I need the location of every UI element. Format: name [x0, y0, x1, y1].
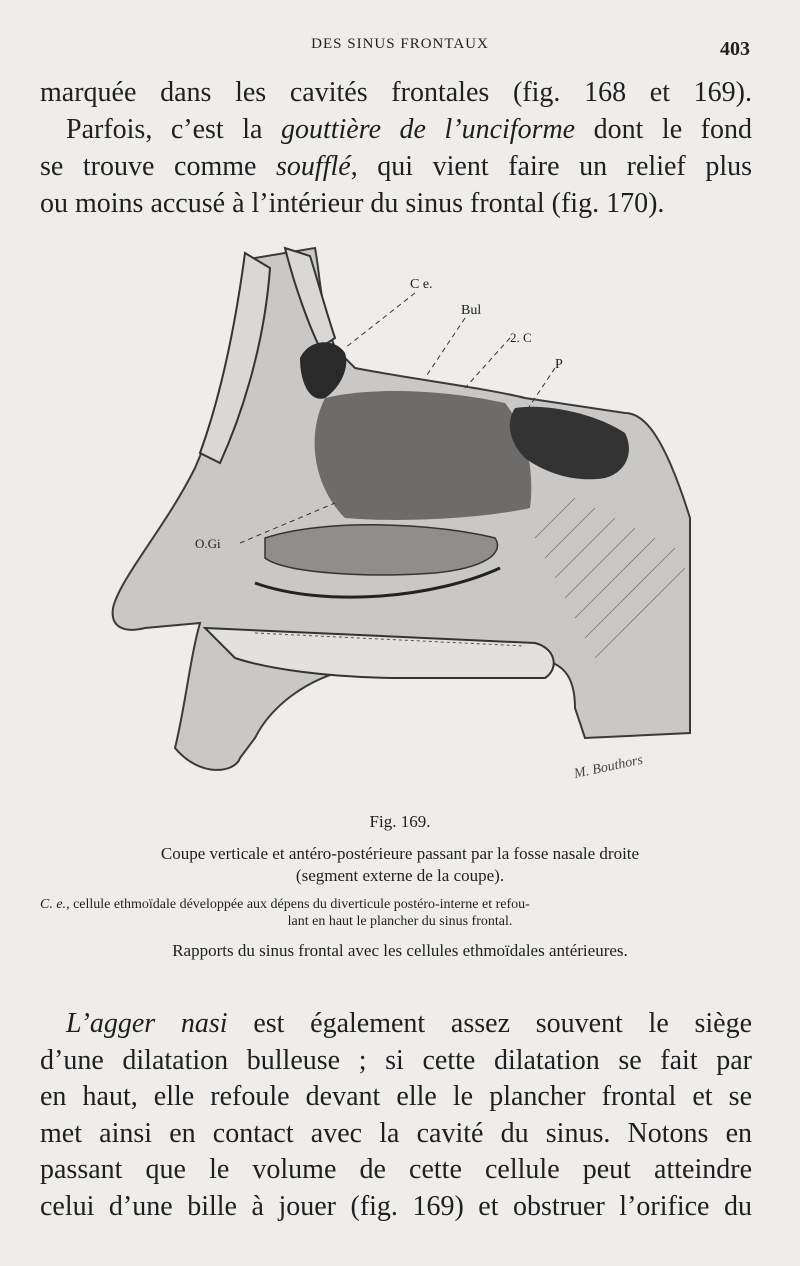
- legend-line: lant en haut le plancher du sinus frontal.: [287, 914, 513, 929]
- text-line: en haut, elle refoule devant elle le plancher frontal et se: [40, 1081, 752, 1112]
- text-line: L’agger nasi est également assez souvent le siège: [66, 1008, 753, 1039]
- artist-signature: M. Bouthors: [572, 752, 645, 782]
- text-line: ou moins accusé à l’intérieur du sinus frontal (fig. 170).: [40, 188, 665, 219]
- anatomical-illustration: [105, 238, 695, 798]
- running-title: DES SINUS FRONTAUX: [311, 36, 489, 52]
- text-line: marquée dans les cavités frontales (fig. 168 et 169).: [40, 77, 752, 108]
- label-2c: 2. C: [510, 330, 532, 345]
- middle-turbinate: [265, 525, 498, 575]
- figure-number: Fig. 169.: [369, 812, 431, 831]
- text-line: celui d’une bille à jouer (fig. 169) et obstruer l’orifice du: [40, 1190, 752, 1222]
- text-line: Parfois, c’est la gouttière de l’unciforme dont le fond: [66, 114, 752, 145]
- paragraph-top: [40, 74, 752, 222]
- caption-line: Coupe verticale et antéro-postérieure passant par la fosse nasale droite: [160, 844, 640, 863]
- caption-line: (segment externe de la coupe).: [295, 866, 505, 885]
- figure-subtitle: Rapports du sinus frontal avec les cellules ethmoïdales antérieures.: [172, 941, 628, 960]
- label-p: P: [555, 357, 563, 372]
- label-ogi: O.Gi: [195, 536, 221, 551]
- page-number: 403: [720, 38, 750, 60]
- figure-caption-title: [40, 843, 760, 887]
- label-bul: Bul: [461, 303, 482, 318]
- label-ce: C e.: [410, 277, 433, 292]
- legend-line: C. e., cellule ethmoïdale développée aux dépens du diverticule postéro-interne et refou-: [40, 897, 530, 912]
- text-line: met ainsi en contact avec la cavité du sinus. Notons en: [40, 1117, 752, 1149]
- text-line: d’une dilatation bulleuse ; si cette dilatation se fait par: [40, 1044, 752, 1076]
- figure-legend: [40, 896, 760, 930]
- page-header: [0, 32, 800, 62]
- paragraph-bottom: [40, 1006, 752, 1225]
- nasal-cavity-upper: [315, 391, 532, 520]
- text-line: passant que le volume de cette cellule peut atteindre: [40, 1154, 752, 1185]
- text-line: se trouve comme soufflé, qui vient faire un relief plus: [40, 151, 752, 182]
